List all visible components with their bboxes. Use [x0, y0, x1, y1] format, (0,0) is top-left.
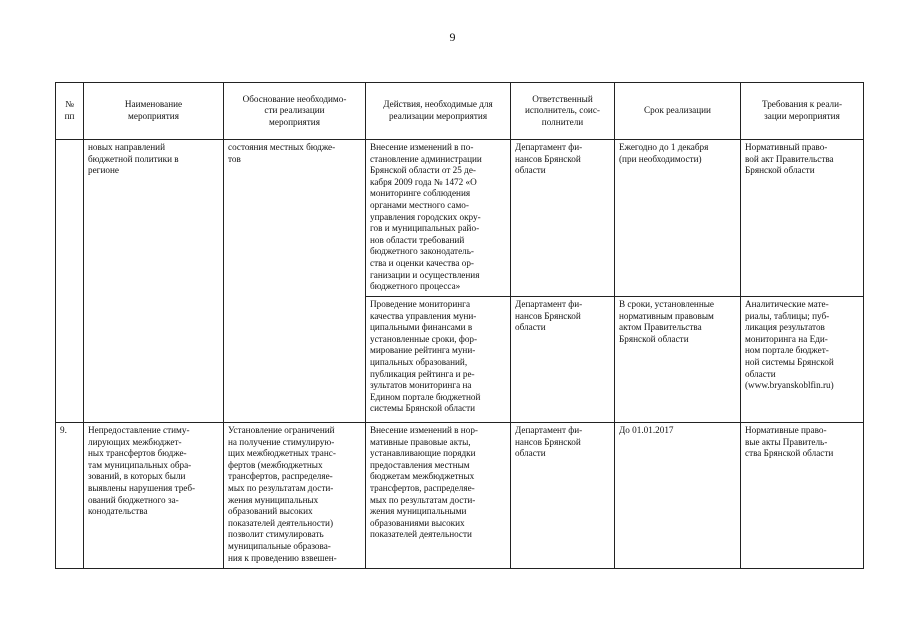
page-number: 9	[449, 30, 456, 44]
cell-responsible: Департамент фи- нансов Брянской области	[511, 140, 615, 297]
cell-name: Непредоставление стиму- лирующих межбюджет- ных трансфертов бюдже- там муниципальных обра- зований, в которых были выявлены нарушения треб- ований бюджетного за- конодательства	[84, 423, 224, 569]
cell-deadline: В сроки, установленные нормативным правовым актом Правительства Брянской области	[615, 297, 741, 423]
cell-actions: Проведение мониторинга качества управления муни- ципальными финансами в установленные сроки, фор- мирование рейтинга муни- ципальных образований, публикация рейтинга и ре- зультатов мониторинга на Едином портале бюджетной системы Брянской области	[366, 297, 511, 423]
cell-deadline: До 01.01.2017	[615, 423, 741, 569]
cell-num: 9.	[56, 423, 84, 569]
header-name: Наименование мероприятия	[84, 83, 224, 140]
cell-justification: Установление ограничений на получение стимулирую- щих межбюджетных транс- фертов (межбюджетных трансфертов, распределяе- мых по результатам дости- жения муниципальных образований высоких показателей деятельности) позволит стимулировать муниципальные образова- ния к проведению взвешен-	[224, 423, 366, 569]
header-responsible: Ответственный исполнитель, соис- полнители	[511, 83, 615, 140]
table-row	[56, 140, 864, 297]
table-row	[56, 423, 864, 569]
measures-table	[55, 82, 864, 569]
header-num: № пп	[56, 83, 84, 140]
cell-requirements: Нормативный право- вой акт Правительства Брянской области	[741, 140, 864, 297]
header-deadline: Срок реализации	[615, 83, 741, 140]
cell-requirements: Аналитические мате- риалы, таблицы; пуб- ликация результатов мониторинга на Еди- ном портале бюджет- ной системы Брянской области (www.bryanskoblfin.ru)	[741, 297, 864, 423]
table-header-row	[56, 83, 864, 140]
cell-deadline: Ежегодно до 1 декабря (при необходимости)	[615, 140, 741, 297]
cell-justification: состояния местных бюдже- тов	[224, 140, 366, 423]
cell-responsible: Департамент фи- нансов Брянской области	[511, 423, 615, 569]
cell-actions: Внесение изменений в нор- мативные правовые акты, устанавливающие порядки предоставления местным бюджетам межбюджетных трансфертов, распределяе- мых по результатам дости- жения муниципальными образованиями высоких показателей деятельности	[366, 423, 511, 569]
cell-actions: Внесение изменений в по- становление администрации Брянской области от 25 де- кабря 2009 года № 1472 «О мониторинге соблюдения органами местного само- управления городских окру- гов и муниципальных райо- нов области требований бюджетного законодатель- ства и оценки качества ор- ганизации и осуществления бюджетного процесса»	[366, 140, 511, 297]
header-requirements: Требования к реали- зации мероприятия	[741, 83, 864, 140]
header-actions: Действия, необходимые для реализации мероприятия	[366, 83, 511, 140]
cell-name: новых направлений бюджетной политики в регионе	[84, 140, 224, 423]
cell-num	[56, 140, 84, 423]
header-justification: Обоснование необходимо- сти реализации мероприятия	[224, 83, 366, 140]
cell-requirements: Нормативные право- вые акты Правитель- ства Брянской области	[741, 423, 864, 569]
cell-responsible: Департамент фи- нансов Брянской области	[511, 297, 615, 423]
